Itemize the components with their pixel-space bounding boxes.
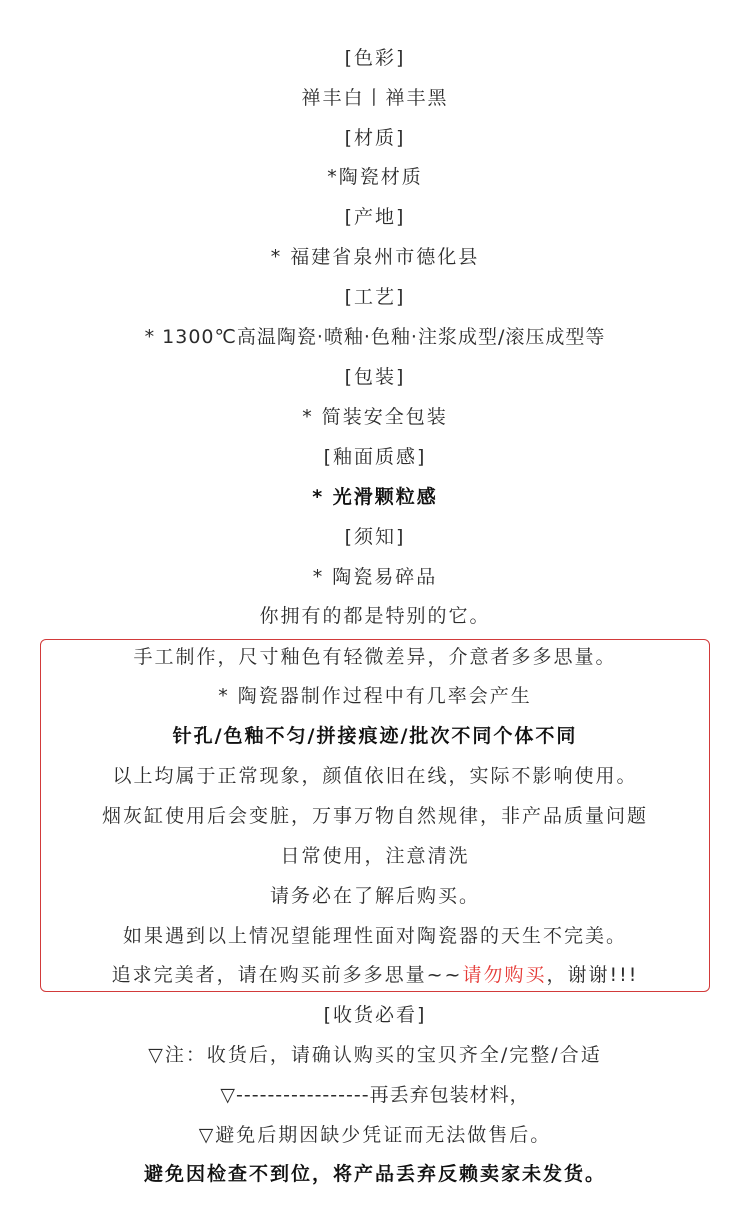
spec-value-origin: * 福建省泉州市德化县 bbox=[270, 246, 480, 268]
notice-line-9 bbox=[0, 963, 750, 987]
notice-line-8: 如果遇到以上情况望能理性面对陶瓷器的天生不完美。 bbox=[122, 925, 627, 947]
notice-line-6: 日常使用，注意清洗 bbox=[280, 845, 470, 867]
notice-last-suffix: ，谢谢!!! bbox=[546, 964, 639, 986]
spec-label-packaging: [包装] bbox=[344, 366, 406, 388]
spec-value-packaging: * 简装安全包装 bbox=[302, 406, 448, 428]
tagline: 你拥有的都是特别的它。 bbox=[259, 605, 491, 627]
receipt-label: [收货必看] bbox=[323, 1004, 427, 1026]
spec-label-color: [色彩] bbox=[344, 47, 406, 69]
notice-line-2: * 陶瓷器制作过程中有几率会产生 bbox=[218, 685, 532, 707]
spec-label-craft: [工艺] bbox=[344, 286, 406, 308]
spec-value-glaze: * 光滑颗粒感 bbox=[312, 486, 438, 508]
receipt-line-2: ▽-----------------再丢弃包装材料， bbox=[220, 1084, 530, 1106]
receipt-line-1: ▽注：收货后，请确认购买的宝贝齐全/完整/合适 bbox=[148, 1044, 602, 1066]
receipt-line-3: ▽避免后期因缺少凭证而无法做售后。 bbox=[198, 1124, 552, 1146]
spec-label-glaze: [釉面质感] bbox=[323, 446, 427, 468]
notice-line-3: 针孔/色釉不匀/拼接痕迹/批次不同个体不同 bbox=[172, 725, 578, 747]
notice-line-4: 以上均属于正常现象，颜值依旧在线，实际不影响使用。 bbox=[112, 765, 638, 787]
spec-label-notice: [须知] bbox=[344, 526, 406, 548]
spec-value-craft: * 1300℃高温陶瓷·喷釉·色釉·注浆成型/滚压成型等 bbox=[144, 326, 606, 348]
spec-value-color: 禅丰白丨禅丰黑 bbox=[301, 87, 449, 109]
do-not-buy-warning: 请勿购买 bbox=[462, 964, 547, 986]
notice-line-7: 请务必在了解后购买。 bbox=[269, 885, 480, 907]
spec-value-notice: * 陶瓷易碎品 bbox=[312, 566, 438, 588]
notice-line-5: 烟灰缸使用后会变脏，万事万物自然规律，非产品质量问题 bbox=[101, 805, 648, 827]
notice-line-1: 手工制作，尺寸釉色有轻微差异，介意者多多思量。 bbox=[133, 646, 617, 668]
spec-value-material: *陶瓷材质 bbox=[327, 166, 423, 188]
receipt-line-4: 避免因检查不到位，将产品丢弃反赖卖家未发货。 bbox=[143, 1163, 606, 1185]
spec-label-origin: [产地] bbox=[344, 206, 406, 228]
notice-last-prefix: 追求完美者，请在购买前多多思量~~ bbox=[111, 964, 463, 986]
spec-label-material: [材质] bbox=[344, 127, 406, 149]
